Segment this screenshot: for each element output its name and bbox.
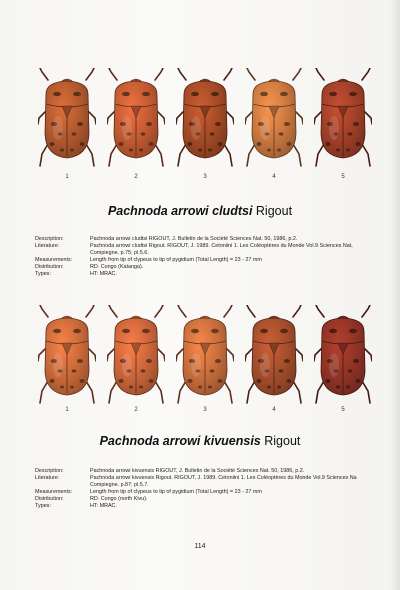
beetle-specimen <box>38 68 96 173</box>
beetle-specimen <box>107 68 165 173</box>
info-label: Distribution: <box>35 264 64 270</box>
beetle-specimen <box>314 68 372 173</box>
info-literature: Pachnoda arrowi cludtsi Rigout. RIGOUT, J. 1989. Cetoniini 1. Les Coléoptères du Monde Vol.9 Sciences Nat, <box>90 243 353 249</box>
info-label: Description: <box>35 468 64 474</box>
species-title <box>0 204 400 218</box>
specimen-number: 4 <box>272 174 276 180</box>
specimen-number: 3 <box>203 174 207 180</box>
species-name: Pachnoda arrowi cludtsi <box>107 204 253 218</box>
info-literature-continued: Compiegne. p.87; pl.5.7. <box>90 482 149 488</box>
species-name: Pachnoda arrowi kivuensis <box>99 434 261 448</box>
info-literature: Pachnoda arrowi kivuensis Rigout. RIGOUT, J. 1989. Cetoniini 1. Les Coléoptères du Monde Vol.9 Sciences Na <box>90 475 357 481</box>
info-label: Description: <box>35 236 64 242</box>
info-label: Measurements: <box>35 257 73 263</box>
info-label: Types: <box>35 503 51 509</box>
species-info-block <box>35 468 400 510</box>
info-label: Measurements: <box>35 489 73 495</box>
beetle-specimen <box>176 305 234 410</box>
info-measurements: Length from tip of clypeus to tip of pygidium (Total Length) = 23 - 27 mm <box>90 257 262 263</box>
info-distribution: RD. Congo (Katanga). <box>90 264 144 270</box>
info-types: HT: MRAC. <box>90 503 117 509</box>
specimen-number: 2 <box>134 174 138 180</box>
info-distribution: RD. Congo (north Kivu). <box>90 496 148 502</box>
info-label: Literature: <box>35 243 60 249</box>
specimen-number: 2 <box>134 407 138 413</box>
info-literature-continued: Compiegne. p.75; pl.5.6. <box>90 250 149 256</box>
species-author: Rigout <box>255 204 293 218</box>
specimen-number: 4 <box>272 407 276 413</box>
info-label: Distribution: <box>35 496 64 502</box>
info-description: Pachnoda arrowi kivuensis RIGOUT, J. Bulletin de la Société Sciences Nat. 50, 1986, p.2. <box>90 468 305 474</box>
species-title <box>0 434 400 448</box>
beetle-specimen <box>176 68 234 173</box>
beetle-specimen <box>245 305 303 410</box>
beetle-specimen <box>107 305 165 410</box>
specimen-row-2 <box>0 297 400 422</box>
page-number: 114 <box>194 543 206 550</box>
specimen-row-1 <box>0 60 400 185</box>
specimen-number: 1 <box>65 407 69 413</box>
beetle-specimen <box>245 68 303 173</box>
info-label: Literature: <box>35 475 60 481</box>
beetle-specimen <box>38 305 96 410</box>
species-author: Rigout <box>264 434 301 448</box>
specimen-number: 5 <box>341 174 345 180</box>
info-label: Types: <box>35 271 51 277</box>
specimen-number: 1 <box>65 174 69 180</box>
info-measurements: Length from tip of clypeus to tip of pygidium (Total Length) = 23 - 27 mm <box>90 489 262 495</box>
info-description: Pachnoda arrowi cludtsi RIGOUT, J. Bulletin de la Société Sciences Nat. 50, 1986, p.2. <box>90 236 298 242</box>
beetle-specimen <box>314 305 372 410</box>
specimen-number: 5 <box>341 407 345 413</box>
species-info-block <box>35 236 400 278</box>
info-types: HT: MRAC. <box>90 271 117 277</box>
specimen-number: 3 <box>203 407 207 413</box>
